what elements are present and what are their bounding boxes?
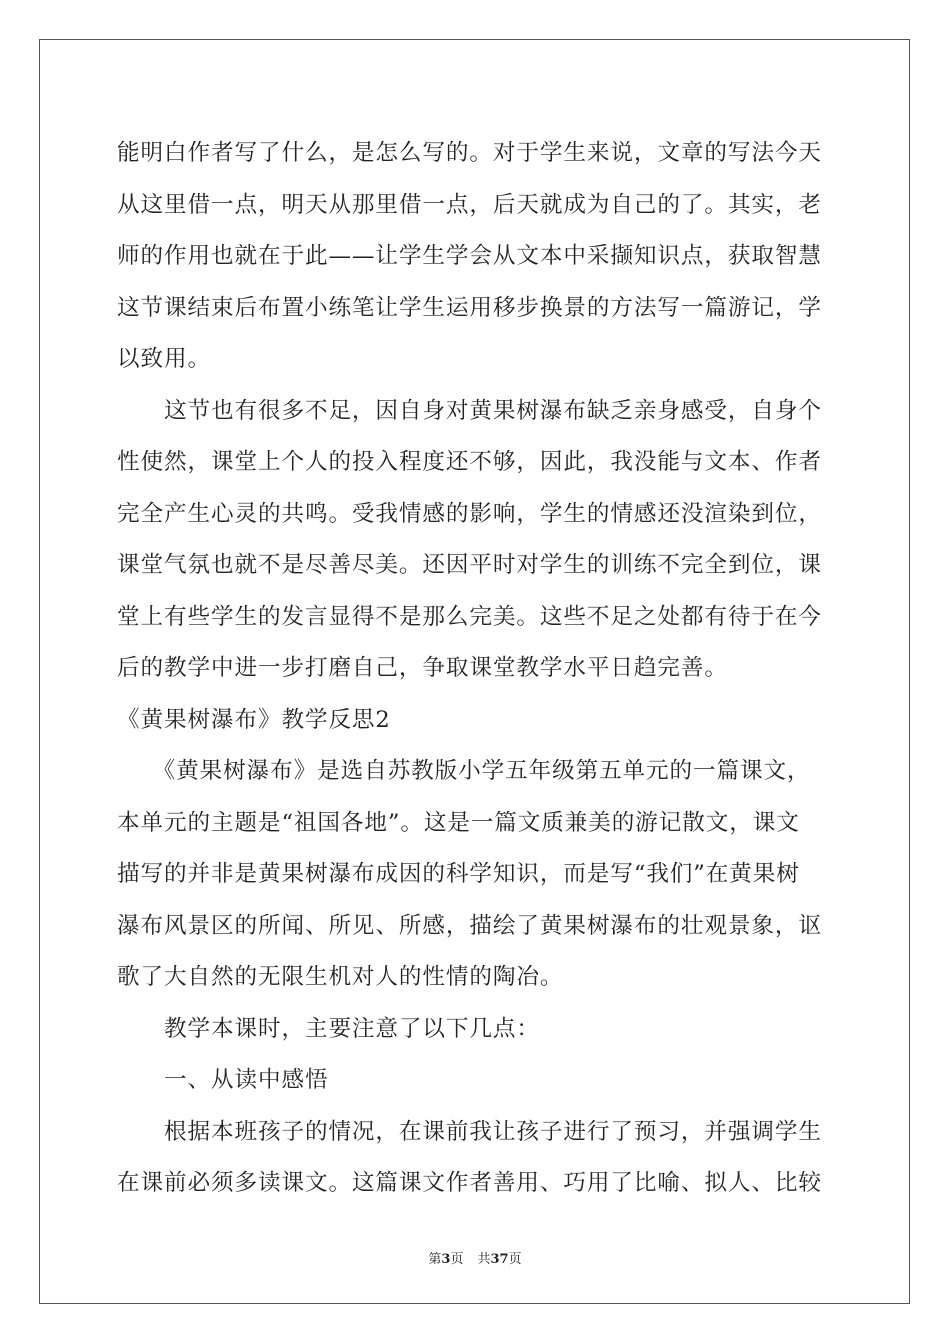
text-line: 师的作用也就在于此——让学生学会从文本中采撷知识点，获取智慧 bbox=[117, 243, 822, 269]
text-line: 后的教学中进一步打磨自己，争取课堂教学水平日趋完善。 bbox=[117, 655, 728, 681]
text-line: 这节也有很多不足，因自身对黄果树瀑布缺乏亲身感受，自身个 bbox=[117, 397, 822, 424]
text-line: 这节课结束后布置小练笔让学生运用移步换景的方法写一篇游记，学 bbox=[117, 294, 822, 321]
text-line: 歌了大自然的无限生机对人的性情的陶冶。 bbox=[117, 964, 564, 990]
document-body bbox=[117, 128, 833, 1210]
total-prefix: 共 bbox=[477, 1252, 491, 1267]
text-line: 《黄果树瀑布》是选自苏教版小学五年级第五单元的一篇课文， bbox=[117, 758, 811, 784]
text-line: 描写的并非是黄果树瀑布成因的科学知识，而是写“我们”在黄果树 bbox=[117, 861, 800, 887]
text-line: 能明白作者写了什么，是怎么写的。对于学生来说，文章的写法今天 bbox=[117, 140, 822, 166]
total-pages: 37 bbox=[490, 1252, 509, 1267]
section-heading: 《黄果树瀑布》教学反思2 bbox=[117, 706, 391, 733]
text-line: 性使然，课堂上个人的投入程度还不够，因此，我没能与文本、作者 bbox=[117, 449, 822, 475]
text-line: 根据本班孩子的情况，在课前我让孩子进行了预习，并强调学生 bbox=[117, 1118, 822, 1145]
page-prefix: 第 bbox=[428, 1252, 442, 1267]
page-number: 3 bbox=[441, 1252, 451, 1267]
text-line: 在课前必须多读课文。这篇课文作者善用、巧用了比喻、拟人、比较 bbox=[117, 1170, 822, 1196]
text-line: 本单元的主题是“祖国各地”。这是一篇文质兼美的游记散文，课文 bbox=[117, 809, 800, 836]
total-suffix: 页 bbox=[508, 1252, 522, 1267]
text-line: 教学本课时，主要注意了以下几点： bbox=[117, 1015, 540, 1042]
text-line: 从这里借一点，明天从那里借一点，后天就成为自己的了。其实，老 bbox=[117, 191, 822, 218]
text-line: 完全产生心灵的共鸣。受我情感的影响，学生的情感还没渲染到位， bbox=[117, 500, 822, 527]
subheading: 一、从读中感悟 bbox=[117, 1067, 329, 1093]
page-footer bbox=[0, 1248, 950, 1267]
text-line: 瀑布风景区的所闻、所见、所感，描绘了黄果树瀑布的壮观景象，讴 bbox=[117, 912, 822, 939]
page-suffix: 页 bbox=[450, 1252, 464, 1267]
text-line: 以致用。 bbox=[117, 346, 211, 372]
text-line: 课堂气氛也就不是尽善尽美。还因平时对学生的训练不完全到位，课 bbox=[117, 552, 822, 578]
text-line: 堂上有些学生的发言显得不是那么完美。这些不足之处都有待于在今 bbox=[117, 603, 822, 630]
